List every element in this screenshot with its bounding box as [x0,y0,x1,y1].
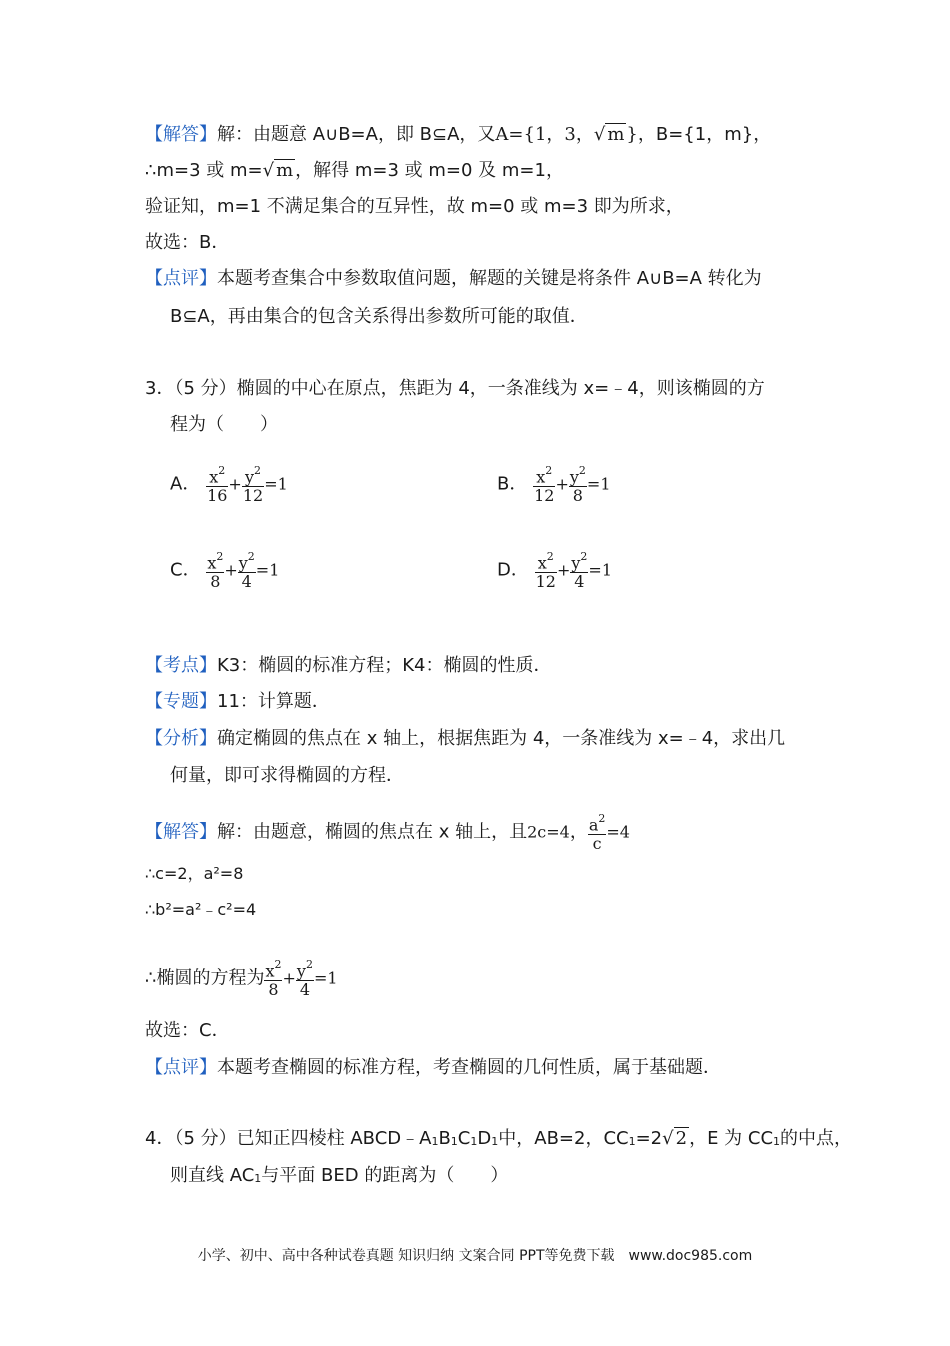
answer-tag: 【解答】 [145,124,217,145]
q3-analysis-line2: 何量，即可求得椭圆的方程． [170,765,404,786]
fraction-x2: $\frac{x^2}{12}$ [535,550,556,592]
option-a: A． $\frac{x^2}{16}$ + $\frac{y^2}{12}$ =1 [170,464,288,506]
option-b: B． $\frac{x^2}{12}$ + $\frac{y^2}{8}$ =1 [497,464,611,506]
fraction-x2: $\frac{x^2}{8}$ [265,958,282,1000]
fraction-y2: $\frac{y^2}{12}$ [242,464,264,506]
q2-answer-line2: ∴m=3 或 m=√ m ，解得 m=3 或 m=0 及 m=1， [145,160,564,181]
q3-review: 【点评】本题考查椭圆的标准方程，考查椭圆的几何性质，属于基础题． [145,1057,721,1078]
q3-knowledge-point: 【考点】K3：椭圆的标准方程；K4：椭圆的性质． [145,655,552,676]
fraction-a2-over-c: $\frac{a^2}{c}$ [588,812,606,854]
q3-analysis-line1: 【分析】确定椭圆的焦点在 x 轴上，根据焦距为 4，一条准线为 x=﹣4，求出几 [145,728,786,749]
fraction-x2: $\frac{x^2}{16}$ [207,464,228,506]
q2-answer-line4: 故选：B． [145,232,230,253]
fraction-y2: $\frac{y^2}{8}$ [569,464,586,506]
q3-solution-line3: ∴b²=a²﹣c²=4 [145,900,257,919]
q3-solution-line1: 【解答】解：由题意，椭圆的焦点在 x 轴上，且2c=4， $\frac{a^2}{c}$ =4 [145,812,630,854]
q3-stem-line1: 3．（5 分）椭圆的中心在原点，焦距为 4，一条准线为 x=﹣4，则该椭圆的方 [145,378,765,399]
sqrt-m: √ m [262,160,294,181]
sqrt-2: √ 2 [662,1128,688,1149]
q2-review-line2: B⊆A，再由集合的包含关系得出参数所可能的取值． [170,306,588,327]
q3-solution-line2: ∴c=2，a²=8 [145,864,244,883]
q3-stem-line2: 程为（ ） [170,414,278,435]
fraction-x2: $\frac{x^2}{8}$ [207,550,224,592]
q4-stem-line2: 则直线 $AC_1$与平面 BED 的距离为（ ） [170,1165,509,1186]
page-footer: 小学、初中、高中各种试卷真题 知识归纳 文案合同 PPT等免费下载 www.doc985.com [197,1248,753,1264]
fraction-y2: $\frac{y^2}{4}$ [296,958,313,1000]
option-d: D． $\frac{x^2}{12}$ + $\frac{y^2}{4}$ =1 [497,550,613,592]
q3-topic: 【专题】11：计算题． [145,691,330,712]
fraction-y2: $\frac{y^2}{4}$ [571,550,588,592]
q3-solution-line5: 故选：C． [145,1020,230,1041]
q2-answer-line1: 【解答】解：由题意 A∪B=A，即 B⊆A，又A={1，3，√ m }，B={1，m}， [145,124,772,145]
sqrt-m: √ m [593,124,625,145]
q2-answer-line3: 验证知，m=1 不满足集合的互异性，故 m=0 或 m=3 即为所求， [145,196,684,217]
q2-review-line1: 【点评】本题考查集合中参数取值问题，解题的关键是将条件 A∪B=A 转化为 [145,268,762,289]
option-c: C． $\frac{x^2}{8}$ + $\frac{y^2}{4}$ =1 [170,550,280,592]
fraction-x2: $\frac{x^2}{12}$ [534,464,555,506]
fraction-y2: $\frac{y^2}{4}$ [238,550,255,592]
review-tag: 【点评】 [145,268,217,289]
q3-solution-line4: ∴椭圆的方程为 $\frac{x^2}{8}$ + $\frac{y^2}{4}$ =1 [145,958,338,1000]
q4-stem-line1: 4．（5 分）已知正四棱柱 $ABCD﹣A_1B_1C_1D_1$中，AB=2，$CC_1=2√$ 2 ，E 为 $CC_1$的中点， [145,1128,853,1149]
